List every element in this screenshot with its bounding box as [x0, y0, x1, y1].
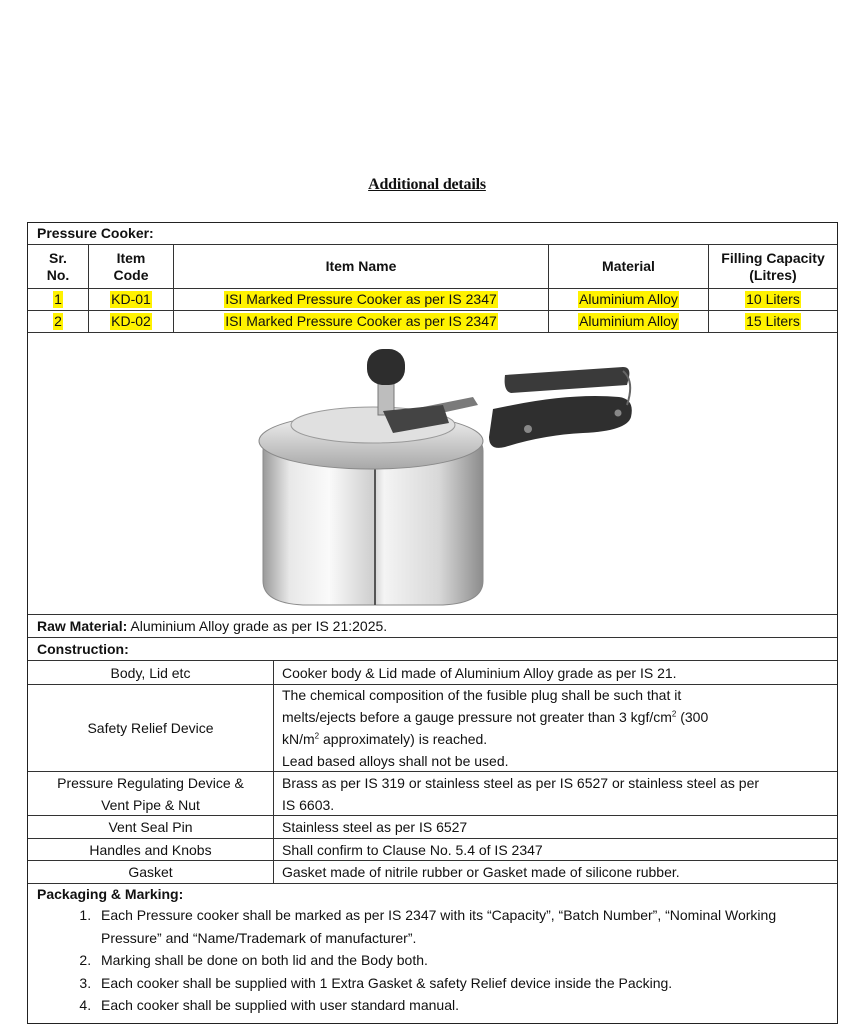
- construction-row: [28, 839, 837, 861]
- capacity: 15 Liters: [746, 313, 800, 330]
- header-sr-no-line2: No.: [46, 266, 70, 283]
- item-code: KD-01: [111, 291, 151, 308]
- table-row: [28, 289, 837, 311]
- pressure-cooker-image: [243, 341, 643, 609]
- spec-line: Lead based alloys shall not be used.: [282, 753, 509, 769]
- construction-row: [28, 861, 837, 884]
- capacity: 10 Liters: [746, 291, 800, 308]
- header-sr-no: [28, 245, 88, 288]
- lid-handle: [505, 367, 630, 393]
- header-capacity: [708, 245, 837, 288]
- header-capacity-line1: Filling Capacity: [721, 250, 825, 267]
- body-handle: [489, 396, 632, 448]
- document-title: Additional details: [368, 176, 486, 193]
- spec-text: approximately) is reached.: [319, 731, 488, 747]
- material: Aluminium Alloy: [579, 313, 678, 330]
- header-material: Material: [548, 245, 708, 288]
- construction-row: [28, 816, 837, 839]
- item-name: ISI Marked Pressure Cooker as per IS 2347: [225, 313, 497, 330]
- construction-row: [28, 685, 837, 772]
- specification-table: [27, 222, 838, 1024]
- packaging-list: [37, 904, 829, 1017]
- header-item-code-line1: Item: [116, 250, 146, 267]
- section-title-row: [28, 223, 837, 245]
- construction-part: Handles and Knobs: [28, 839, 274, 860]
- raw-material-row: [28, 615, 837, 638]
- pressure-cooker-illustration: [243, 341, 643, 609]
- raw-material-value: Aluminium Alloy grade as per IS 21:2025.: [127, 618, 388, 634]
- header-item-code: [88, 245, 173, 288]
- spec-line: Brass as per IS 319 or stainless steel as per IS 6527 or stainless steel as per: [282, 774, 760, 791]
- list-item: 1. Each Pressure cooker shall be marked as per IS 2347 with its “Capacity”, “Batch Number”, “Nominal Working Pressure” and “Name/Trademark of manufacturer”.: [95, 904, 829, 949]
- header-sr-no-line1: Sr.: [49, 250, 67, 267]
- item-name: ISI Marked Pressure Cooker as per IS 2347: [225, 291, 497, 308]
- construction-spec: Stainless steel as per IS 6527: [282, 819, 468, 835]
- packaging-section: [28, 884, 837, 1023]
- spec-line: IS 6603.: [282, 796, 335, 813]
- construction-part: Vent Seal Pin: [28, 816, 274, 838]
- construction-spec: [274, 772, 837, 815]
- packaging-label: Packaging & Marking:: [37, 886, 184, 902]
- construction-spec: Shall confirm to Clause No. 5.4 of IS 2347: [282, 841, 543, 858]
- construction-label-row: [28, 638, 837, 661]
- list-item: 4. Each cooker shall be supplied with user standard manual.: [95, 994, 829, 1017]
- spec-text: (300: [676, 709, 709, 725]
- part-line: Pressure Regulating Device &: [57, 774, 244, 791]
- construction-part: Safety Relief Device: [28, 685, 274, 771]
- whistle-knob: [367, 349, 405, 385]
- sr-no: 2: [54, 313, 62, 330]
- construction-label: Construction:: [37, 641, 129, 657]
- construction-part: Gasket: [28, 861, 274, 883]
- raw-material-label: Raw Material:: [37, 618, 128, 634]
- section-title: Pressure Cooker:: [37, 225, 154, 242]
- header-capacity-line2: (Litres): [749, 266, 797, 283]
- table-row: [28, 311, 837, 333]
- material: Aluminium Alloy: [579, 291, 678, 308]
- item-code: KD-02: [111, 313, 151, 330]
- sr-no: 1: [54, 291, 62, 308]
- construction-spec: [274, 685, 837, 771]
- construction-spec: Cooker body & Lid made of Aluminium Alloy grade as per IS 21.: [282, 664, 677, 681]
- construction-row: [28, 661, 837, 685]
- items-header-row: [28, 245, 837, 289]
- superscript: 2: [671, 709, 677, 719]
- product-image-row: [28, 333, 837, 615]
- construction-spec: Gasket made of nitrile rubber or Gasket made of silicone rubber.: [282, 864, 680, 880]
- header-item-code-line2: Code: [113, 266, 149, 283]
- spec-line: [282, 728, 837, 750]
- construction-part: Body, Lid etc: [28, 661, 274, 684]
- spec-text: kN/m: [282, 731, 315, 747]
- construction-part: [28, 772, 274, 815]
- construction-row: [28, 772, 837, 816]
- list-item: 2. Marking shall be done on both lid and the Body both.: [95, 949, 829, 972]
- header-item-name: Item Name: [173, 245, 548, 288]
- spec-line: [282, 706, 837, 728]
- spec-line: The chemical composition of the fusible plug shall be such that it: [282, 687, 682, 703]
- list-item: 3. Each cooker shall be supplied with 1 Extra Gasket & safety Relief device inside the Packing.: [95, 972, 829, 995]
- superscript: 2: [314, 731, 320, 741]
- spec-text: melts/ejects before a gauge pressure not greater than 3 kgf/cm: [282, 709, 672, 725]
- part-line: Vent Pipe & Nut: [101, 796, 200, 813]
